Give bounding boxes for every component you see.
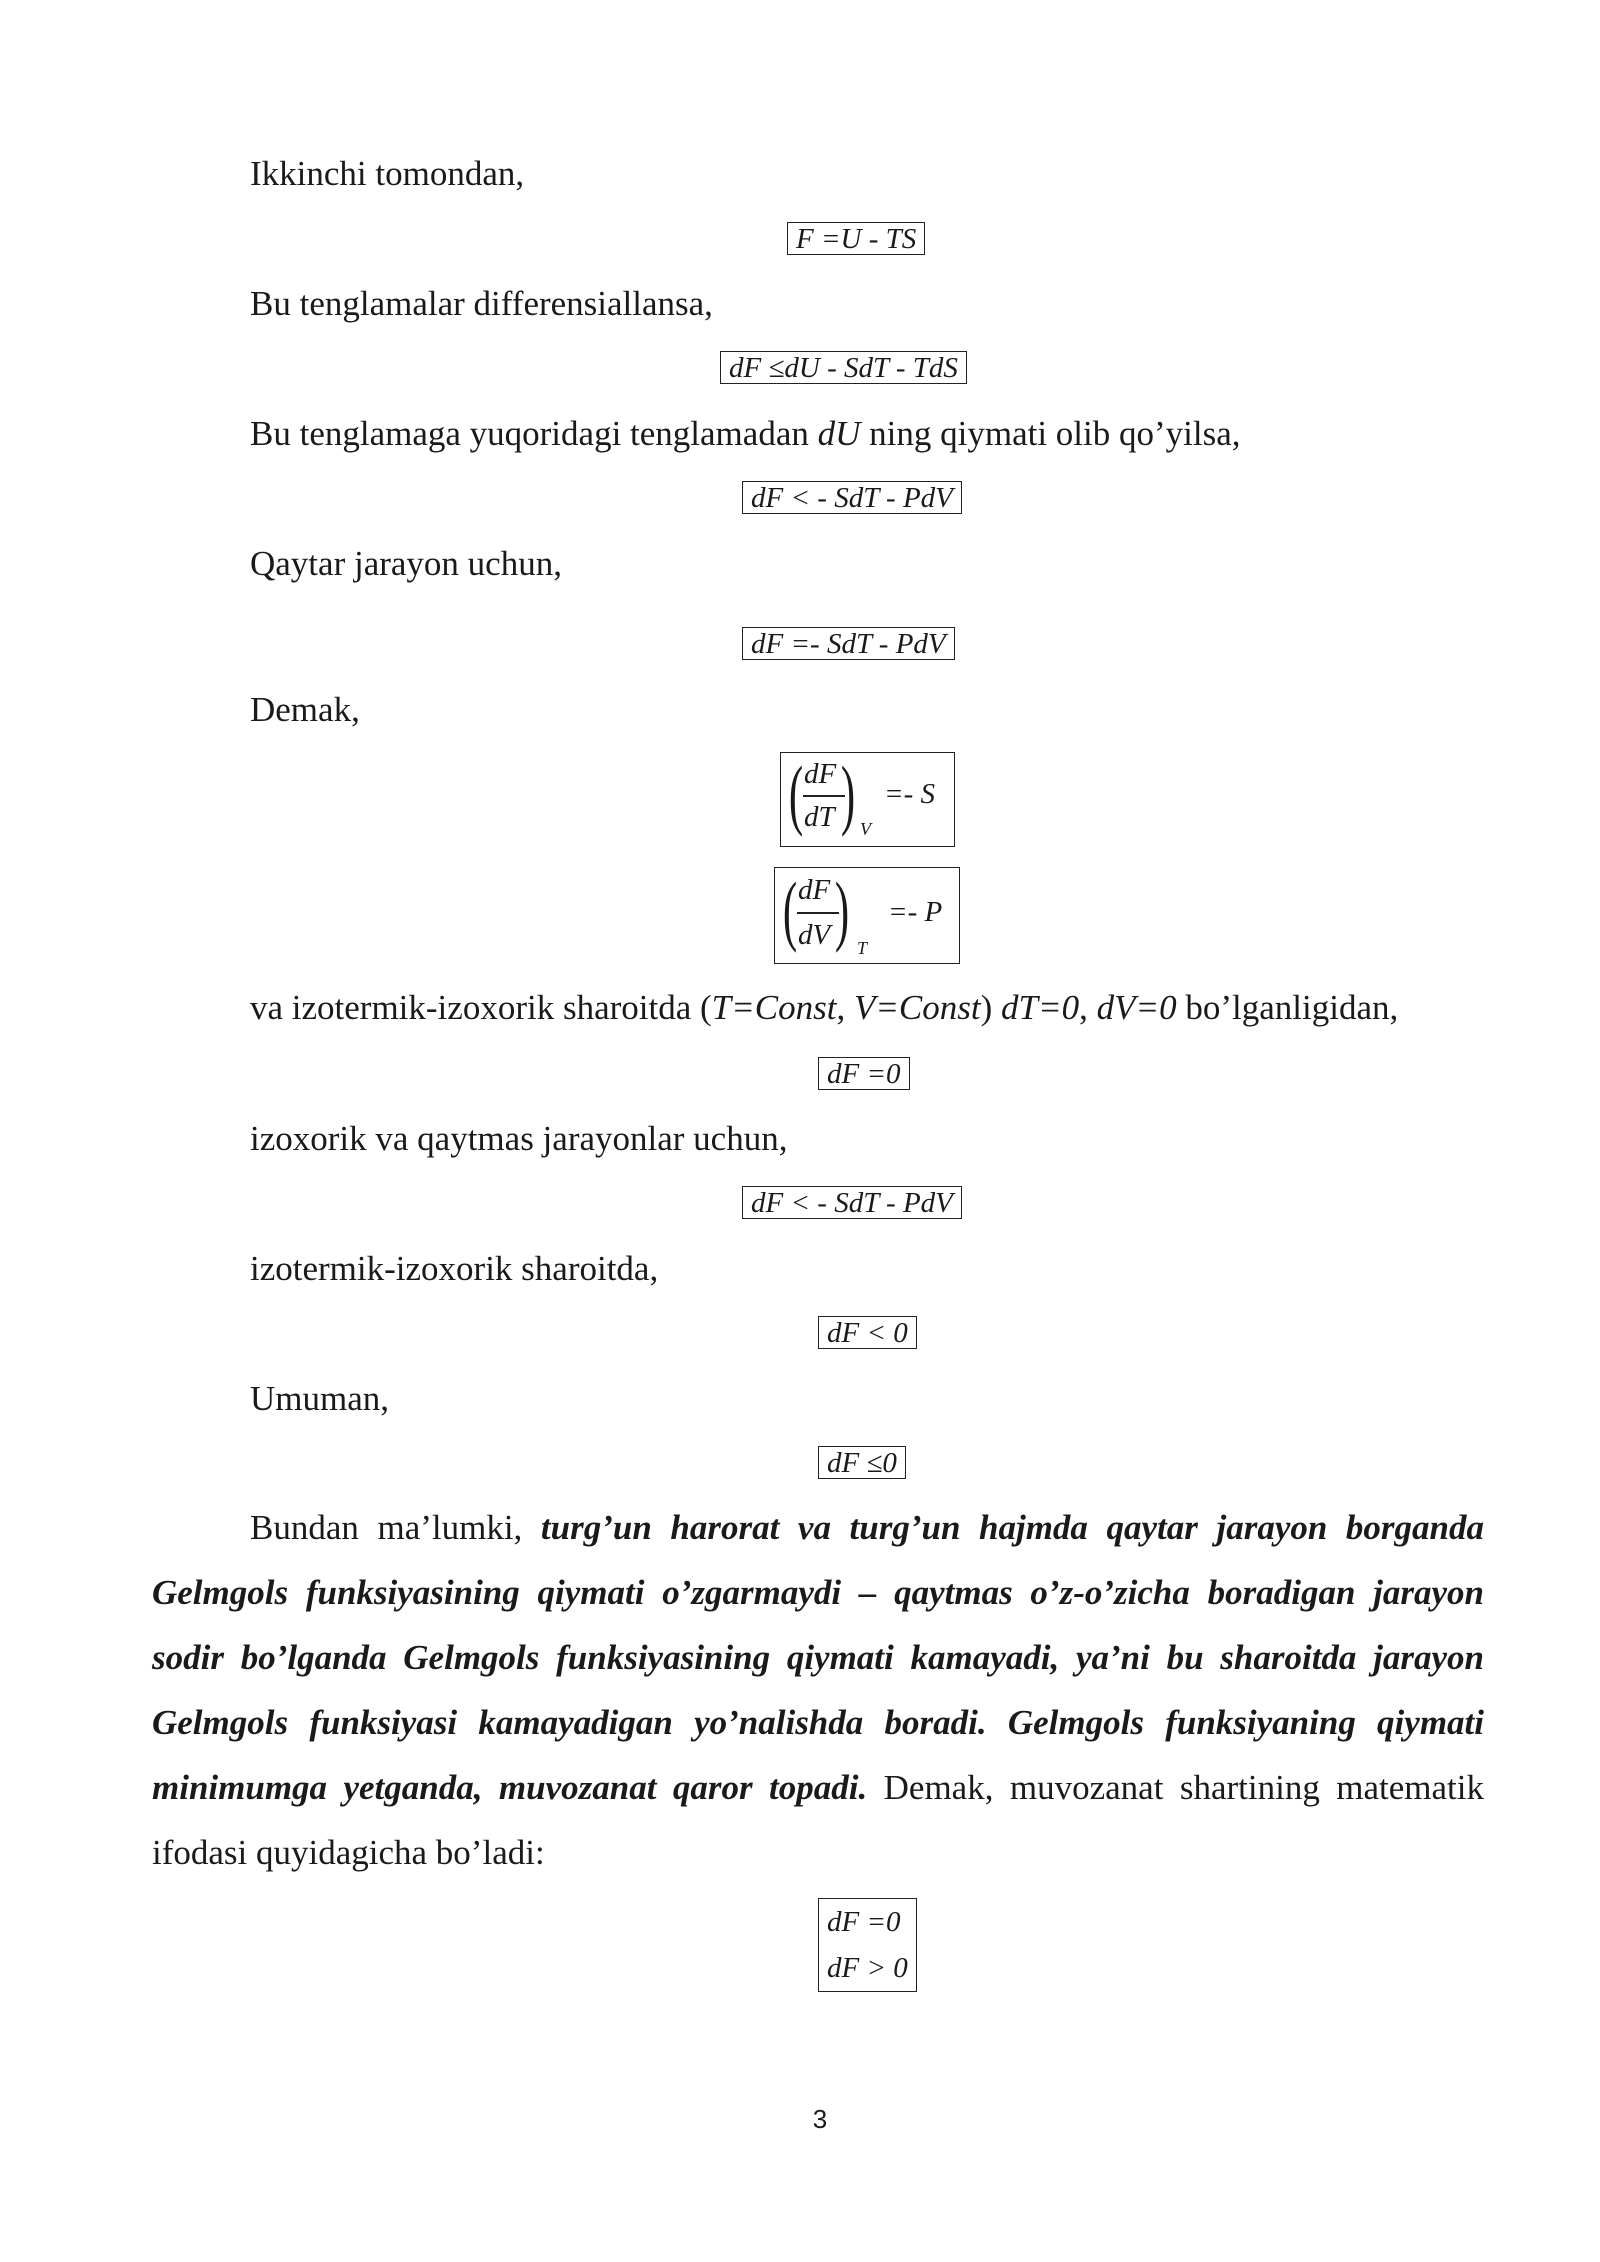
- paragraph-text: ,: [836, 988, 854, 1027]
- paragraph-text: bo’lganligidan,: [1176, 988, 1399, 1027]
- paragraph-text: va izotermik-izoxorik sharoitda (: [250, 988, 712, 1027]
- conclusion-intro: Bundan ma’lumki,: [250, 1508, 541, 1547]
- equation-df-zero: dF =0: [818, 1057, 910, 1090]
- conclusion-paragraph: [152, 1495, 1484, 1885]
- condition-dv-zero: dV=0: [1096, 988, 1177, 1027]
- equilibrium-line-1: dF =0: [827, 1906, 901, 1938]
- variable-du: dU: [817, 414, 861, 453]
- fraction-numerator: dF: [804, 758, 837, 790]
- left-parenthesis: (: [788, 750, 804, 837]
- page-number: 3: [812, 2104, 828, 2134]
- paragraph-demak: Demak,: [250, 690, 360, 729]
- conclusion-emphasis: turg’un harorat va turg’un hajmda qaytar jarayon borganda Gelmgols funksiyasining qiymati o’zgarmaydi – qaytmas o’z-o’zicha boradigan jarayon sodir bo’lganda Gelmgols funksiyasining qiymati kamayadi, ya’ni bu sharoitda jarayon Gelmgols funksiyasi kamayadigan yo’nalishda boradi. Gelmgols funksiyaning qiymati minimumga yetganda, muvozanat qaror topadi.: [152, 1508, 1485, 1807]
- paragraph-izoxorik-qaytmas: izoxorik va qaytmas jarayonlar uchun,: [250, 1119, 788, 1158]
- equation-reversible: dF =- SdT - PdV: [742, 627, 955, 660]
- paragraph-izotermik-izoxorik-sharoitda: izotermik-izoxorik sharoitda,: [250, 1249, 659, 1288]
- equation-rhs: =- S: [884, 778, 935, 810]
- right-parenthesis: ): [834, 866, 850, 953]
- equation-df-negative: dF < 0: [818, 1316, 917, 1349]
- equation-partial-dt: [780, 752, 955, 847]
- paragraph-du-substitution: [250, 412, 1241, 456]
- right-parenthesis: ): [840, 750, 856, 837]
- equation-differential: dF ≤dU - SdT - TdS: [720, 351, 967, 384]
- fraction-bar: [803, 795, 845, 797]
- fraction-denominator: dT: [804, 801, 835, 833]
- fraction-numerator: dF: [798, 874, 831, 906]
- paragraph-differensiallansa: Bu tenglamalar differensiallansa,: [250, 284, 713, 323]
- paragraph-ikkinchi: Ikkinchi tomondan,: [250, 154, 525, 193]
- paragraph-umuman: Umuman,: [250, 1379, 390, 1418]
- paragraph-text: ,: [1079, 988, 1097, 1027]
- left-parenthesis: (: [782, 866, 798, 953]
- paragraph-text: ning qiymati olib qo’yilsa,: [860, 414, 1241, 453]
- equation-df-nonpositive: dF ≤0: [818, 1446, 906, 1479]
- condition-t-const: T=Const: [711, 988, 837, 1027]
- paragraph-text: Bu tenglamaga yuqoridagi tenglamadan: [250, 414, 818, 453]
- conclusion-tail: Demak, muvozanat shartining matematik ifodasi quyidagicha bo’ladi:: [152, 1768, 1484, 1872]
- equation-partial-dv: [774, 867, 960, 964]
- conclusion-text: [152, 1495, 1484, 1885]
- condition-v-const: V=Const: [853, 988, 981, 1027]
- equation-helmholtz-definition: F =U - TS: [787, 222, 925, 255]
- paragraph-text: ): [980, 988, 1002, 1027]
- equilibrium-line-2: dF > 0: [827, 1952, 908, 1984]
- subscript: V: [860, 819, 871, 839]
- fraction-bar: [797, 912, 839, 914]
- equation-irreversible-repeat: dF < - SdT - PdV: [742, 1186, 962, 1219]
- fraction-denominator: dV: [798, 919, 831, 951]
- subscript: T: [857, 938, 868, 958]
- paragraph-izotermik-izoxorik: [250, 986, 1398, 1030]
- equation-irreversible: dF < - SdT - PdV: [742, 481, 962, 514]
- paragraph-qaytar: Qaytar jarayon uchun,: [250, 544, 562, 583]
- condition-dt-zero: dT=0: [1001, 988, 1080, 1027]
- equation-rhs: =- P: [888, 896, 943, 928]
- equation-equilibrium-condition: [818, 1898, 917, 1992]
